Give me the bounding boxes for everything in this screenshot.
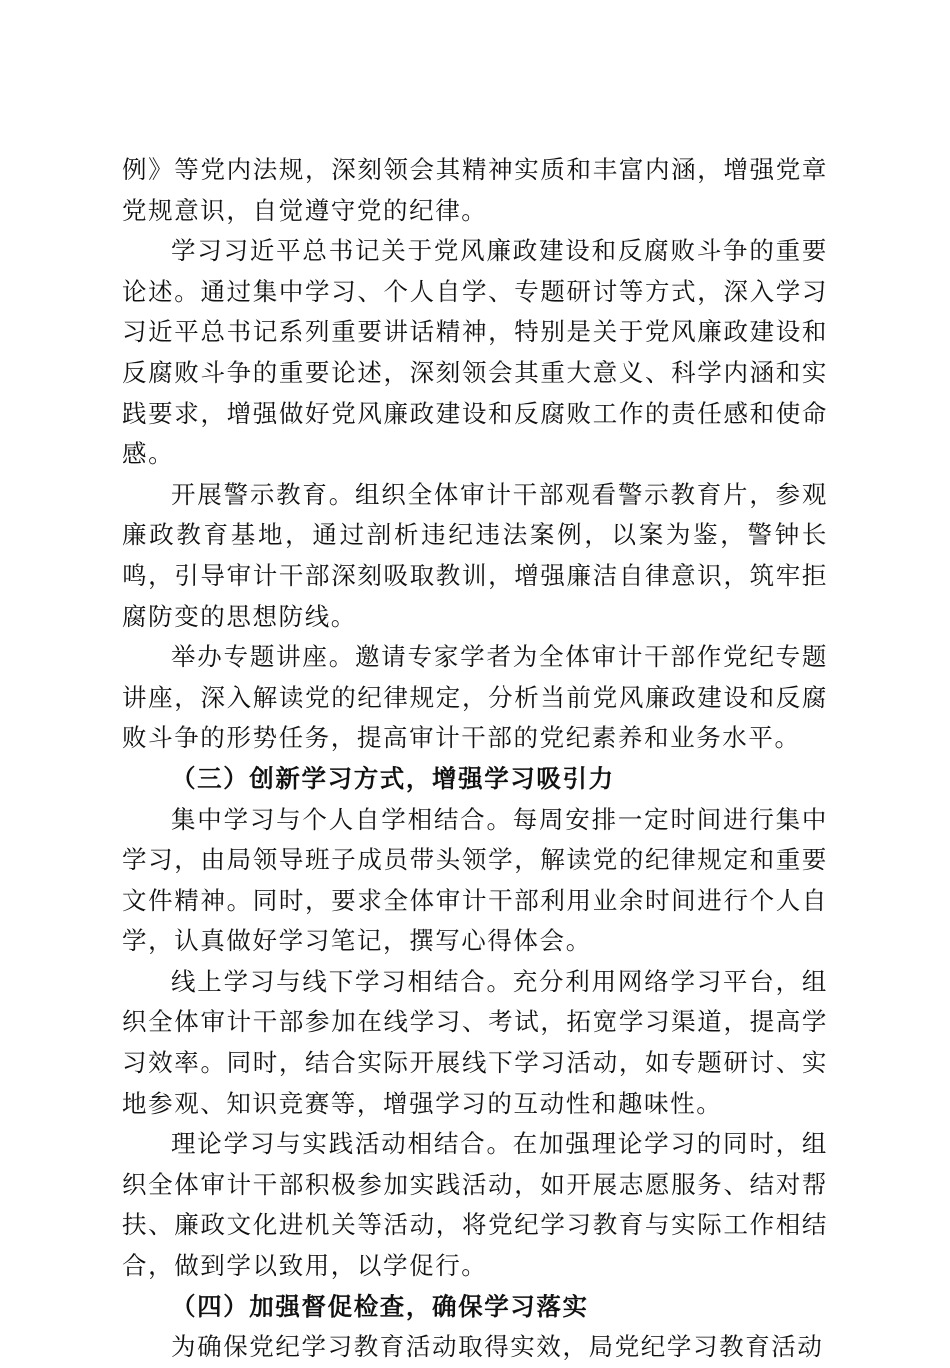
paragraph-warning-education: 开展警示教育。组织全体审计干部观看警示教育片，参观廉政教育基地，通过剖析违纪违法案例，以案为鉴，警钟长鸣，引导审计干部深刻吸取教训，增强廉洁自律意识，筑牢拒腐防变的思想防线。 [122, 479, 828, 631]
paragraph-centralized-and-self-study: 集中学习与个人自学相结合。每周安排一定时间进行集中学习，由局领导班子成员带头领学，解读党的纪律规定和重要文件精神。同时，要求全体审计干部利用业余时间进行个人自学，认真做好学习笔记，撰写心得体会。 [122, 804, 828, 956]
paragraph-ensure-effectiveness: 为确保党纪学习教育活动取得实效，局党纪学习教育活动 [171, 1332, 824, 1362]
paragraph-special-lectures: 举办专题讲座。邀请专家学者为全体审计干部作党纪专题讲座，深入解读党的纪律规定，分析当前党风廉政建设和反腐败斗争的形势任务，提高审计干部的党纪素养和业务水平。 [122, 642, 828, 753]
paragraph-theory-practice: 理论学习与实践活动相结合。在加强理论学习的同时，组织全体审计干部积极参加实践活动，如开展志愿服务、结对帮扶、廉政文化进机关等活动，将党纪学习教育与实际工作相结合，做到学以致用，以学促行。 [122, 1129, 828, 1281]
paragraph-online-offline-study: 线上学习与线下学习相结合。充分利用网络学习平台，组织全体审计干部参加在线学习、考试，拓宽学习渠道，提高学习效率。同时，结合实际开展线下学习活动，如专题研讨、实地参观、知识竞赛等，增强学习的互动性和趣味性。 [122, 966, 828, 1118]
paragraph-continuation: 例》等党内法规，深刻领会其精神实质和丰富内涵，增强党章党规意识，自觉遵守党的纪律。 [122, 155, 828, 225]
section-heading-innovate-study: （三）创新学习方式，增强学习吸引力 [171, 763, 615, 793]
section-heading-supervision: （四）加强督促检查，确保学习落实 [171, 1291, 589, 1321]
document-body [122, 150, 828, 1368]
paragraph-study-important-discourse: 学习习近平总书记关于党风廉政建设和反腐败斗争的重要论述。通过集中学习、个人自学、专题研讨等方式，深入学习习近平总书记系列重要讲话精神，特别是关于党风廉政建设和反腐败斗争的重要论述，深刻领会其重大意义、科学内涵和实践要求，增强做好党风廉政建设和反腐败工作的责任感和使命感。 [122, 236, 828, 469]
